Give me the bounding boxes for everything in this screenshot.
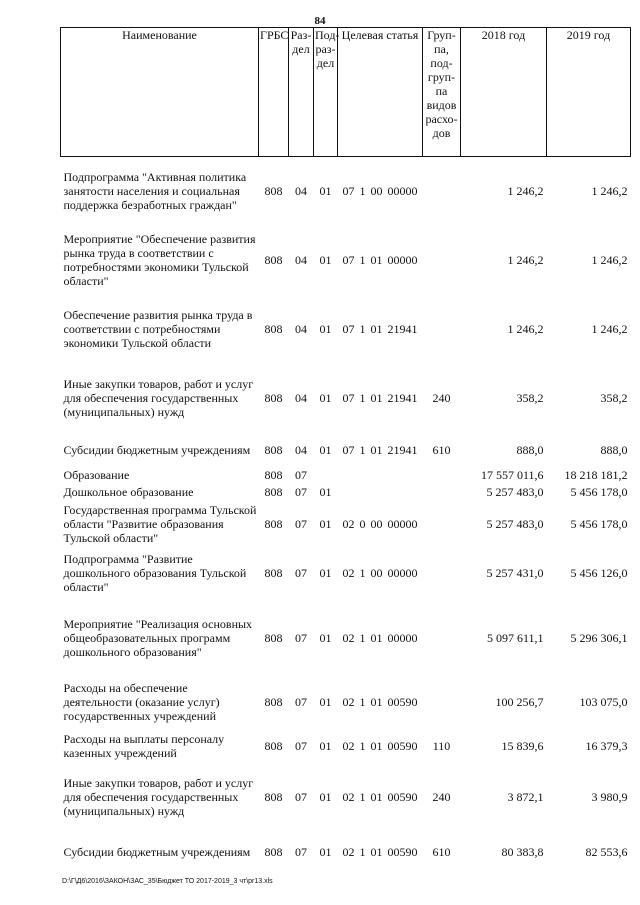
row-amount-2018: 888,0 [516, 442, 544, 457]
page-number: 84 [314, 15, 326, 27]
row-name: Расходы на обеспечение деятельности (оказание услуг) государственных учреждений [63, 681, 220, 723]
row-name: Субсидии бюджетным учреждениям [63, 442, 251, 457]
row-razdel: 07 [295, 630, 307, 645]
row-target-article: 07 1 01 21941 [342, 391, 418, 405]
row-expense-type [423, 157, 461, 226]
row-expense-type: 110 [432, 738, 451, 753]
row-amount-2018: 5 257 483,0 [486, 516, 544, 531]
header-year-2018: 2018 год [461, 28, 547, 157]
row-grbs: 808 [264, 391, 283, 405]
row-razdel: 04 [295, 322, 307, 336]
row-expense-type [423, 226, 461, 295]
row-razdel: 07 [295, 468, 307, 482]
row-expense-type [423, 295, 461, 364]
row-amount-2018: 358,2 [516, 391, 544, 405]
row-name: Подпрограмма "Активная политика занятости населения и социальная поддержка безработных граждан" [63, 170, 247, 213]
table-row [61, 832, 631, 872]
table-row [61, 547, 631, 600]
row-amount-2018: 1 246,2 [507, 253, 544, 267]
row-target-article: 02 1 01 00590 [342, 844, 418, 859]
row-name: Иные закупки товаров, работ и услуг для обеспечения государственных (муниципальных) нужд [63, 377, 254, 419]
row-amount-2019: 1 246,2 [591, 322, 628, 336]
row-expense-type: 240 [432, 391, 451, 405]
header-podrazdel: Под-раз-дел [314, 28, 338, 157]
row-podrazdel: 01 [319, 516, 332, 531]
row-amount-2018: 5 257 483,0 [486, 485, 544, 499]
row-podrazdel: 01 [319, 566, 332, 580]
header-expense-type: Груп-па, под-груп-па видов расхо-дов [423, 28, 461, 157]
row-amount-2019: 5 456 178,0 [570, 485, 628, 499]
row-name: Дошкольное образование [63, 485, 194, 499]
table-row [61, 157, 631, 226]
table-row [61, 600, 631, 676]
row-name: Иные закупки товаров, работ и услуг для обеспечения государственных (муниципальных) нужд [63, 776, 254, 818]
row-podrazdel: 01 [319, 630, 332, 645]
row-expense-type: 610 [432, 844, 451, 859]
row-grbs: 808 [264, 630, 283, 645]
row-amount-2018: 1 246,2 [507, 184, 544, 199]
row-expense-type [423, 547, 461, 600]
table-row [61, 364, 631, 433]
table-row [61, 226, 631, 295]
row-grbs: 808 [264, 566, 283, 580]
row-podrazdel: 01 [319, 184, 332, 199]
row-expense-type [423, 484, 461, 501]
row-razdel: 04 [295, 442, 307, 457]
row-amount-2019: 3 980,9 [591, 790, 628, 804]
row-razdel: 07 [295, 790, 307, 804]
row-podrazdel: 01 [319, 253, 332, 267]
row-razdel: 07 [295, 844, 307, 859]
row-target-article: 07 1 00 00000 [342, 184, 418, 199]
row-razdel: 07 [295, 738, 307, 753]
row-target-article: 02 1 01 00590 [342, 738, 418, 753]
row-target-article: 02 1 01 00590 [342, 695, 418, 709]
table-row [61, 676, 631, 729]
row-name: Подпрограмма "Развитие дошкольного образования Тульской области" [63, 552, 247, 594]
row-podrazdel [314, 467, 338, 484]
row-grbs: 808 [264, 485, 283, 499]
row-amount-2018: 5 257 431,0 [486, 566, 544, 580]
row-target-article: 02 0 00 00000 [342, 516, 418, 531]
row-podrazdel: 01 [319, 790, 332, 804]
table-body [61, 157, 631, 872]
row-grbs: 808 [264, 516, 283, 531]
row-amount-2018: 1 246,2 [507, 322, 544, 336]
header-name: Наименование [61, 28, 259, 157]
row-podrazdel: 01 [319, 485, 332, 499]
row-razdel: 07 [295, 516, 307, 531]
row-razdel: 07 [295, 566, 307, 580]
row-amount-2019: 18 218 181,2 [564, 468, 628, 482]
row-name: Мероприятие "Обеспечение развития рынка труда в соответствии с потребностями экономики Тульской области" [63, 232, 256, 288]
row-target-article: 07 1 01 21941 [342, 322, 418, 336]
row-expense-type: 610 [432, 442, 451, 457]
row-amount-2018: 80 383,8 [501, 844, 544, 859]
header-target-article: Целевая статья [338, 28, 423, 157]
row-target-article: 07 1 01 00000 [342, 253, 418, 267]
row-podrazdel: 01 [319, 738, 332, 753]
row-grbs: 808 [264, 844, 283, 859]
row-target-article [338, 484, 423, 501]
table-row [61, 467, 631, 484]
row-amount-2019: 16 379,3 [585, 738, 628, 753]
budget-table [60, 27, 631, 872]
row-grbs: 808 [264, 790, 283, 804]
table-row [61, 729, 631, 763]
row-amount-2018: 15 839,6 [501, 738, 544, 753]
row-name: Расходы на выплаты персоналу казенных учреждений [63, 731, 225, 760]
row-amount-2019: 5 456 178,0 [570, 516, 628, 531]
table-row [61, 484, 631, 501]
row-grbs: 808 [264, 442, 283, 457]
header-grbs: ГРБС [259, 28, 289, 157]
table-row [61, 763, 631, 832]
row-podrazdel: 01 [319, 391, 332, 405]
row-amount-2019: 358,2 [600, 391, 628, 405]
budget-table-container [60, 27, 630, 872]
row-podrazdel: 01 [319, 844, 332, 859]
row-amount-2018: 17 557 011,6 [480, 468, 544, 482]
row-amount-2019: 103 075,0 [579, 695, 628, 709]
row-amount-2019: 5 456 126,0 [570, 566, 628, 580]
header-year-2019: 2019 год [547, 28, 631, 157]
table-header [61, 28, 631, 157]
row-podrazdel: 01 [319, 695, 332, 709]
row-target-article: 07 1 01 21941 [342, 442, 418, 457]
row-expense-type [423, 600, 461, 676]
header-razdel: Раз-дел [289, 28, 314, 157]
row-target-article [338, 467, 423, 484]
row-grbs: 808 [264, 322, 283, 336]
row-grbs: 808 [264, 468, 283, 482]
row-name: Государственная программа Тульской области "Развитие образования Тульской области" [63, 502, 257, 545]
row-amount-2019: 5 296 306,1 [570, 630, 628, 645]
row-grbs: 808 [264, 184, 283, 199]
row-name: Обеспечение развития рынка труда в соответствии с потребностями экономики Тульской области [63, 308, 253, 350]
row-razdel: 07 [295, 695, 307, 709]
row-name: Мероприятие "Реализация основных общеобразовательных программ дошкольного образования" [63, 616, 253, 659]
row-amount-2019: 1 246,2 [591, 253, 628, 267]
row-amount-2019: 888,0 [600, 442, 628, 457]
row-amount-2019: 82 553,6 [585, 844, 628, 859]
row-name: Образование [63, 468, 130, 482]
row-name: Субсидии бюджетным учреждениям [63, 844, 251, 859]
row-amount-2018: 3 872,1 [507, 790, 544, 804]
row-amount-2018: 5 097 611,1 [486, 630, 544, 645]
row-target-article: 02 1 00 00000 [342, 566, 418, 580]
row-razdel: 04 [295, 184, 307, 199]
row-expense-type [423, 501, 461, 547]
row-target-article: 02 1 01 00590 [342, 790, 418, 804]
row-razdel: 04 [295, 391, 307, 405]
row-grbs: 808 [264, 253, 283, 267]
row-podrazdel: 01 [319, 442, 332, 457]
footer-file-path: D:\Г\Д6\2016\ЗАКОН\ЗАС_35\Бюджет ТО 2017-2019_3 чт\pr13.xls [62, 878, 273, 885]
row-expense-type [423, 676, 461, 729]
row-razdel: 04 [295, 253, 307, 267]
row-expense-type: 240 [432, 790, 451, 804]
row-grbs: 808 [264, 695, 283, 709]
row-amount-2018: 100 256,7 [495, 695, 544, 709]
row-podrazdel: 01 [319, 322, 332, 336]
row-expense-type [423, 467, 461, 484]
row-razdel: 07 [295, 485, 307, 499]
row-amount-2019: 1 246,2 [591, 184, 628, 199]
row-target-article: 02 1 01 00000 [342, 630, 418, 645]
table-row [61, 295, 631, 364]
row-grbs: 808 [264, 738, 283, 753]
table-row [61, 433, 631, 467]
table-row [61, 501, 631, 547]
